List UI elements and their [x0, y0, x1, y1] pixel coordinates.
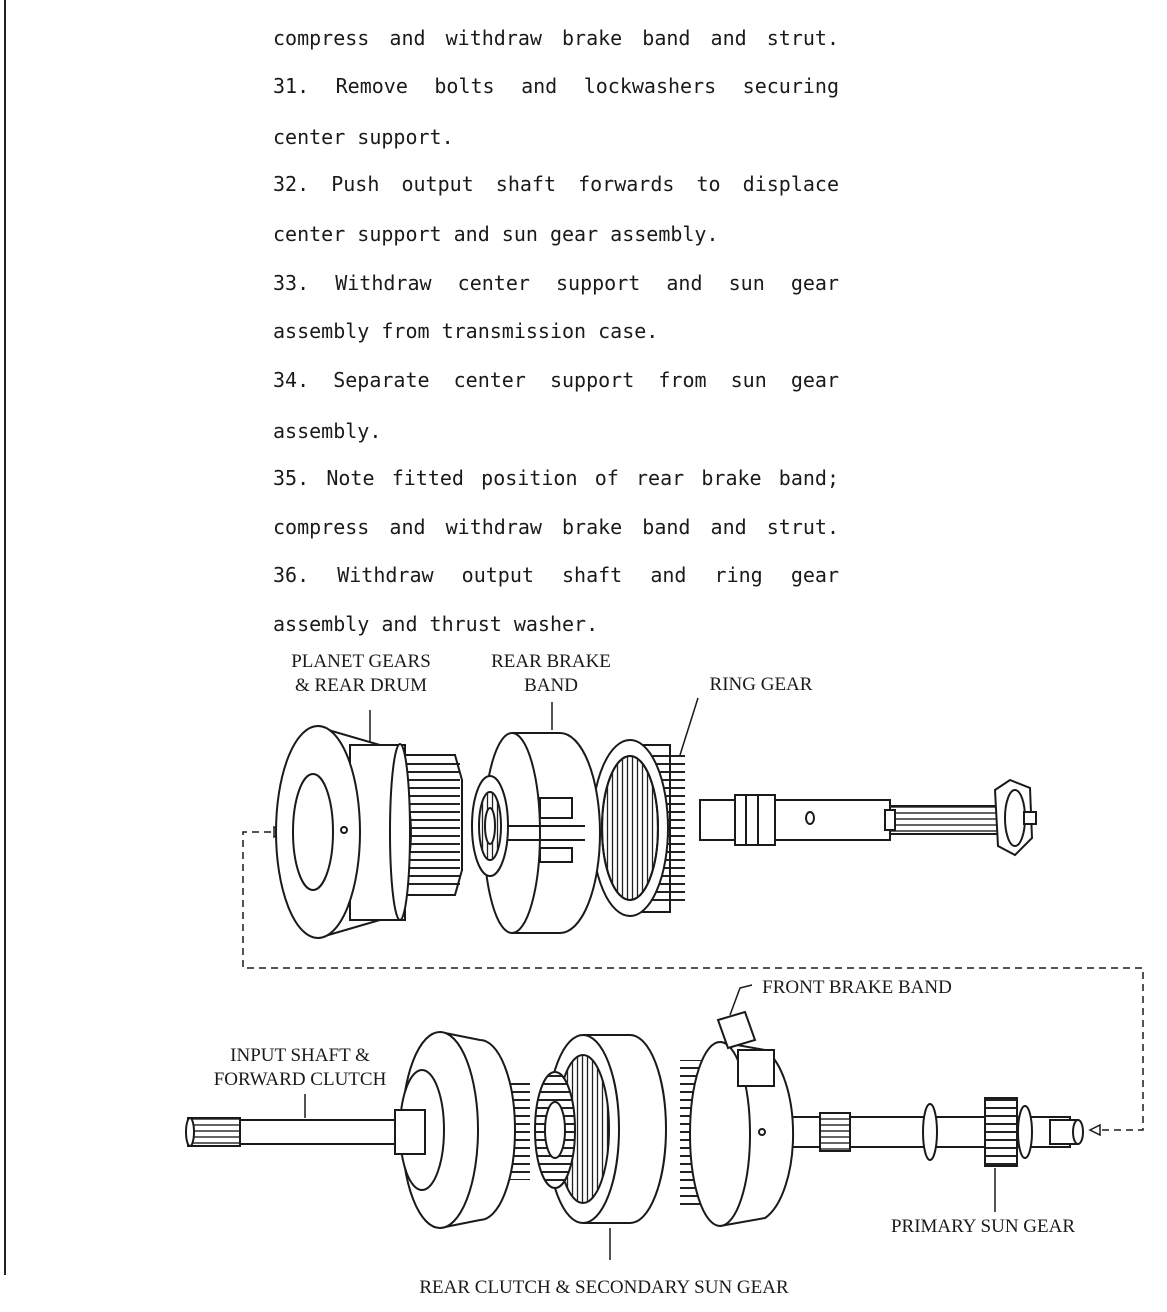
thrust-bearing — [472, 776, 508, 876]
leader-line — [730, 985, 752, 1015]
arrow-head — [1090, 1125, 1100, 1135]
text-line: center support and sun gear assembly. — [273, 222, 719, 246]
text-line: assembly and thrust washer. — [273, 612, 599, 636]
primary-sun-gear-label: PRIMARY SUN GEAR — [890, 1216, 1076, 1237]
ring-gear — [592, 740, 685, 916]
step-31: 31. Remove bolts and lockwashers securing — [273, 74, 839, 98]
ring-gear-label: RING GEAR — [709, 674, 813, 695]
output-shaft — [700, 780, 1036, 855]
rear-clutch — [535, 1035, 666, 1223]
input-shaft-label: INPUT SHAFT & FORWARD CLUTCH — [213, 1045, 387, 1090]
step-34: 34. Separate center support from sun gear — [273, 368, 839, 392]
text-line: center support. — [273, 125, 454, 149]
text-line: assembly. — [273, 419, 382, 443]
front-brake-band-label: FRONT BRAKE BAND — [762, 977, 952, 998]
text-line: assembly from transmission case. — [273, 319, 659, 343]
text-line: compress and withdraw brake band and strut. — [273, 515, 839, 539]
step-32: 32. Push output shaft forwards to displace — [273, 172, 839, 196]
text-line: compress and withdraw brake band and strut. — [273, 26, 839, 50]
rear-clutch-label: REAR CLUTCH & SECONDARY SUN GEAR — [419, 1277, 789, 1298]
step-33: 33. Withdraw center support and sun gear — [273, 271, 839, 295]
step-36: 36. Withdraw output shaft and ring gear — [273, 563, 839, 587]
front-brake-band — [680, 1012, 793, 1226]
planet-gears-label: PLANET GEARS & REAR DRUM — [291, 651, 431, 696]
leader-line — [680, 698, 698, 755]
step-35: 35. Note fitted position of rear brake band; — [273, 466, 839, 490]
planet-gears-rear-drum — [276, 726, 462, 938]
rear-brake-band-label: REAR BRAKE BAND — [491, 651, 611, 696]
primary-sun-gear-shaft — [780, 1098, 1083, 1166]
